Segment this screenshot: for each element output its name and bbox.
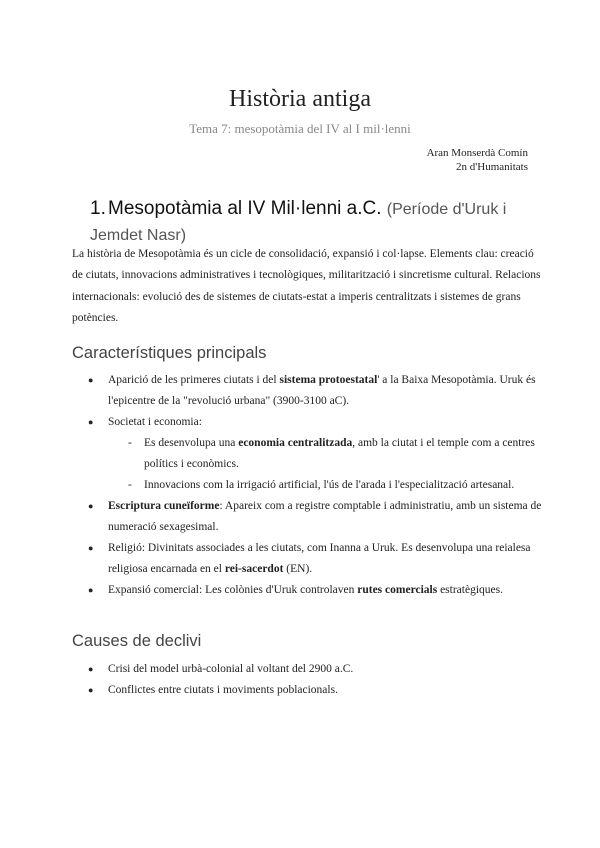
- intro-paragraph: La història de Mesopotàmia és un cicle de consolidació, expansió i col·lapse. Elements clau: creació de ciutats, innovacions administratives i tecnològiques, militarització i sincretisme cultural. Relacions internacionals: evolució des de sistemes de ciutats-estat a imperis centralitzats i sistemes de grans potències.: [72, 248, 541, 325]
- bullet-icon: ●: [88, 501, 94, 511]
- list-item: ● Expansió comercial: Les colònies d'Uruk controlaven rutes comercials estratègiques.: [72, 580, 542, 601]
- bullet-icon: ●: [88, 685, 94, 695]
- bullet-icon: ●: [88, 585, 94, 595]
- characteristics-heading: Característiques principals: [72, 344, 267, 362]
- list-item: ● Escriptura cuneïforme: Apareix com a registre comptable i administratiu, amb un sistema de numeració sexagesimal.: [72, 496, 542, 538]
- bullet-icon: ●: [88, 664, 94, 674]
- bullet-icon: ●: [88, 375, 94, 385]
- decline-heading: Causes de declivi: [72, 632, 202, 650]
- sub-list-item: - Es desenvolupa una economia centralitzada, amb la ciutat i el temple com a centres polítics i econòmics.: [108, 433, 542, 475]
- list-item: ● Societat i economia: - Es desenvolupa una economia centralitzada, amb la ciutat i el temple com a centres polítics i econòmics. - Innovacions com la irrigació artificial, l'ús de l'arada i l'especialització artesanal.: [72, 412, 542, 496]
- section-heading: [90, 196, 550, 248]
- dash-icon: -: [128, 437, 132, 449]
- list-item: ● Conflictes entre ciutats i moviments poblacionals.: [72, 680, 542, 701]
- list-item: ● Religió: Divinitats associades a les ciutats, com Inanna a Uruk. Es desenvolupa una reialesa religiosa encarnada en el rei-sacerdot (EN).: [72, 538, 542, 580]
- decline-list: [72, 659, 542, 701]
- author-block: [427, 146, 528, 174]
- document-subtitle: Tema 7: mesopotàmia del IV al I mil·lenni: [189, 121, 411, 136]
- sub-list-item: - Innovacions com la irrigació artificial, l'ús de l'arada i l'especialització artesanal.: [108, 475, 542, 496]
- bullet-icon: ●: [88, 543, 94, 553]
- sub-list: [108, 433, 542, 496]
- section-heading-text: Mesopotàmia al IV Mil·lenni a.C.: [108, 198, 382, 219]
- author-course: 2n d'Humanitats: [456, 161, 528, 173]
- characteristics-list: [72, 370, 542, 601]
- list-item: ● Crisi del model urbà-colonial al voltant del 2900 a.C.: [72, 659, 542, 680]
- section-number: 1.: [90, 198, 106, 219]
- dash-icon: -: [128, 479, 132, 491]
- bullet-icon: ●: [88, 417, 94, 427]
- author-name: Aran Monserdà Comín: [426, 147, 528, 159]
- section-period: (Període d'Uruk i Jemdet Nasr): [90, 201, 507, 244]
- document-title: Història antiga: [229, 86, 371, 112]
- list-item: ● Aparició de les primeres ciutats i del sistema protoestatal' a la Baixa Mesopotàmia. Uruk és l'epicentre de la "revolució urbana" (3900-3100 aC).: [72, 370, 542, 412]
